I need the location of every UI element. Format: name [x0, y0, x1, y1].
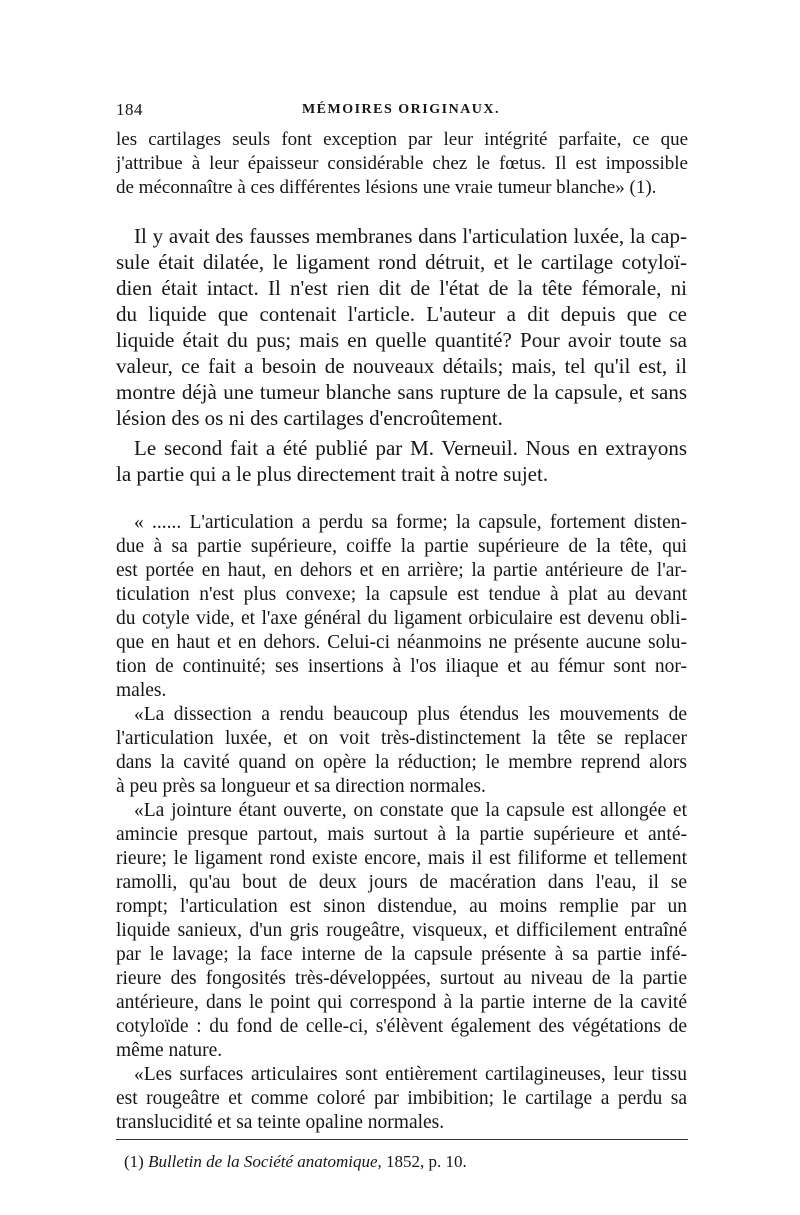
text-line: ticulation n'est plus convexe; la capsule est tendue à plat au devant: [116, 584, 687, 605]
text-line: est rougeâtre et comme coloré par imbibition; le cartilage a perdu sa: [116, 1088, 687, 1109]
text-line: j'attribue à leur épaisseur considérable chez le fœtus. Il est impossible: [116, 153, 688, 174]
running-title: MÉMOIRES ORIGINAUX.: [301, 102, 501, 117]
text-line: antérieure, dans le point qui correspond à la partie interne de la cavité: [116, 992, 687, 1013]
text-line: Il y avait des fausses membranes dans l'articulation luxée, la cap-: [134, 224, 687, 248]
text-line: translucidité et sa teinte opaline normales.: [116, 1112, 445, 1133]
text-line: montre déjà une tumeur blanche sans rupture de la capsule, et sans: [116, 380, 687, 404]
text-line: «La jointure étant ouverte, on constate que la capsule est allongée et: [134, 800, 687, 821]
text-line: due à sa partie supérieure, coiffe la partie supérieure de la tête, qui: [116, 536, 687, 557]
text-line: du liquide que contenait l'article. L'auteur a dit depuis que ce: [116, 302, 687, 326]
text-line: amincie presque partout, mais surtout à la partie supérieure et anté-: [116, 824, 687, 845]
text-line: valeur, ce fait a besoin de nouveaux détails; mais, tel qu'il est, il: [116, 354, 687, 378]
text-line: l'articulation luxée, et on voit très-distinctement la tête se replacer: [116, 728, 687, 749]
text-line: «La dissection a rendu beaucoup plus étendus les mouvements de: [134, 704, 687, 725]
text-line: Le second fait a été publié par M. Verneuil. Nous en extrayons: [134, 436, 687, 460]
text-line: les cartilages seuls font exception par leur intégrité parfaite, ce que: [116, 129, 688, 150]
text-line: dans la cavité quand on opère la réduction; le membre reprend alors: [116, 752, 687, 773]
text-line: liquide était du pus; mais en quelle quantité? Pour avoir toute sa: [116, 328, 687, 352]
text-line: dien était intact. Il n'est rien dit de l'état de la tête fémorale, ni: [116, 276, 687, 300]
text-line: rieure des fongosités très-développées, surtout au niveau de la partie: [116, 968, 687, 989]
text-line: par le lavage; la face interne de la capsule présente à sa partie infé-: [116, 944, 687, 965]
text-line: que en haut et en dehors. Celui-ci néanmoins ne présente aucune solu-: [116, 632, 687, 653]
text-line: liquide sanieux, d'un gris rougeâtre, visqueux, et difficilement entraîné: [116, 920, 687, 941]
text-line: « ...... L'articulation a perdu sa forme; la capsule, fortement disten-: [134, 512, 687, 533]
text-line: du cotyle vide, et l'axe général du ligament orbiculaire est devenu obli-: [116, 608, 687, 629]
text-line: ramolli, qu'au bout de deux jours de macération dans l'eau, il se: [116, 872, 687, 893]
text-line: est portée en haut, en dehors et en arrière; la partie antérieure de l'ar-: [116, 560, 687, 581]
text-line: même nature.: [116, 1040, 223, 1061]
text-line: rieure; le ligament rond existe encore, mais il est filiforme et tellement: [116, 848, 687, 869]
text-line: rompt; l'articulation est sinon distendue, au moins remplie par un: [116, 896, 687, 917]
text-line: tion de continuité; ses insertions à l'os iliaque et au fémur sont nor-: [116, 656, 687, 677]
text-line: la partie qui a le plus directement trait à notre sujet.: [116, 462, 549, 486]
text-line: de méconnaître à ces différentes lésions une vraie tumeur blanche» (1).: [116, 177, 657, 198]
text-line: males.: [116, 680, 167, 701]
text-line: à peu près sa longueur et sa direction normales.: [116, 776, 486, 797]
footnote-divider: [116, 1139, 688, 1140]
page-header: [116, 100, 686, 126]
footnote-citation: 1852, p. 10.: [386, 1152, 467, 1171]
footnote-marker: (1): [124, 1152, 144, 1171]
footnote-source-title: Bulletin de la Société anatomique,: [148, 1152, 382, 1171]
text-line: «Les surfaces articulaires sont entièrement cartilagineuses, leur tissu: [134, 1064, 687, 1085]
text-line: lésion des os ni des cartilages d'encroûtement.: [116, 406, 503, 430]
text-line: sule était dilatée, le ligament rond détruit, et le cartilage cotyloï-: [116, 250, 687, 274]
footnote: [124, 1152, 467, 1172]
text-line: cotyloïde : du fond de celle-ci, s'élèvent également des végétations de: [116, 1016, 687, 1037]
page-number: 184: [116, 100, 143, 119]
